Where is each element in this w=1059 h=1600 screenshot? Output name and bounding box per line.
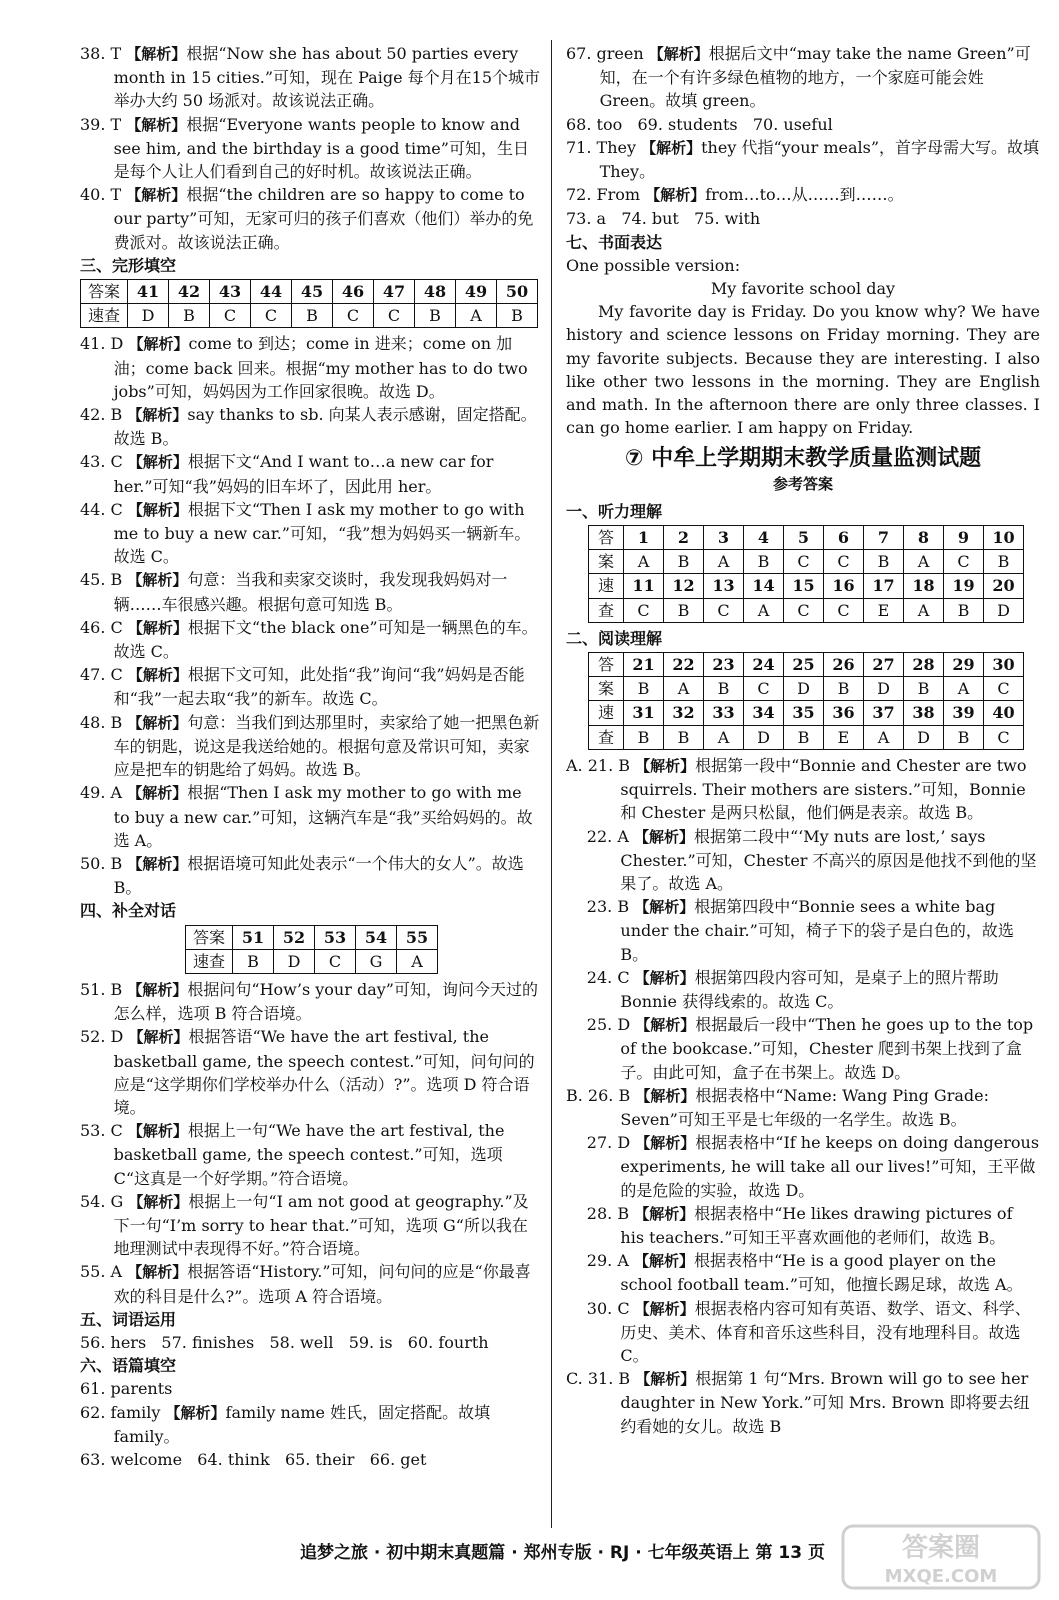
- table-cell: B: [624, 677, 664, 701]
- item-number: 23. B: [586, 897, 630, 917]
- table-cell: 41: [128, 280, 169, 304]
- table-cell: B: [944, 725, 984, 749]
- table-cell: 速: [589, 574, 624, 598]
- item-number: C. 31. B: [566, 1369, 631, 1389]
- table-cell: 47: [374, 280, 415, 304]
- item-number: 67. green: [566, 44, 644, 63]
- item-text: 根据答语“History.”可知，问句问的应是“你最喜欢的科目是什么?”。选项 A 符合语境。: [113, 1262, 531, 1306]
- item-number: 38. T: [80, 44, 122, 63]
- table-cell: 33: [704, 701, 744, 725]
- item-text: 根据第一段中“Bonnie and Chester are two squirrels. Their mothers are sisters.”可知，Bonnie 和 Chester 是两只松鼠，他们俩是表亲。故选 B。: [620, 755, 1027, 823]
- item-text: 根据上一句“We have the art festival, the basketball game, the speech contest.”可知，选项 C“这真是一个好学期。”符合语境。: [113, 1121, 505, 1188]
- table-cell: B: [824, 677, 864, 701]
- item-number: 41. D: [80, 334, 124, 354]
- table-cell: B: [664, 598, 704, 622]
- table-cell: D: [784, 677, 824, 701]
- answer-list-reading: [566, 754, 1040, 1438]
- cloze-answer-table: [80, 279, 538, 328]
- table-cell: 7: [864, 526, 904, 550]
- table-cell: A: [904, 598, 944, 622]
- essay-body: My favorite day is Friday. Do you know why? We have history and science lessons on Friday morning. They are my favorite subjects. Because they are interesting. I also like other two lessons in the morning. They are English and math. In the afternoon there are only three classes. I can go home earlier. I am happy on Friday.: [566, 302, 1040, 438]
- item-text: 根据下文可知，此处指“我”询问“我”妈妈是否能和“我”一起去取“我”的新车。故选 C。: [113, 665, 525, 709]
- test-subtitle: 参考答案: [772, 474, 833, 493]
- analysis-tag: 【解析】: [634, 1299, 695, 1318]
- section-heading-cloze: 三、完形填空: [80, 255, 177, 275]
- table-cell: B: [624, 725, 664, 749]
- analysis-tag: 【解析】: [127, 453, 188, 472]
- table-cell: C: [984, 725, 1024, 749]
- table-cell: B: [415, 304, 456, 328]
- item-text: 根据下文“the black one”可知是一辆黑色的车。故选 C。: [113, 617, 538, 662]
- analysis-tag: 【解析】: [127, 618, 188, 637]
- analysis-tag: 【解析】: [633, 827, 694, 846]
- item-text: 根据表格中“If he keeps on doing dangerous experiments, he will take all our lives!”可知，王平做的是危险的实验，故选 D。: [620, 1133, 1040, 1200]
- table-cell: B: [944, 598, 984, 622]
- table-cell: 48: [415, 280, 456, 304]
- item-text: 根据最后一段中“Then he goes up to the top of the bookcase.”可知，Chester 爬到书架上找到了盒子。由此可知，盒子在书架上。故选 D。: [620, 1015, 1034, 1082]
- table-cell: 38: [904, 701, 944, 725]
- section-heading-writing: 七、书面表达: [566, 232, 663, 252]
- table-cell: 54: [356, 925, 397, 949]
- analysis-tag: 【解析】: [127, 784, 188, 803]
- table-cell: C: [315, 949, 356, 973]
- analysis-tag: 【解析】: [127, 980, 188, 999]
- table-cell: 22: [664, 653, 704, 677]
- table-cell: A: [704, 725, 744, 749]
- item-number: 55. A: [80, 1262, 123, 1282]
- table-cell: C: [824, 598, 864, 622]
- table-cell: B: [984, 550, 1024, 574]
- answer-line-56-60: 56. hers 57. finishes 58. well 59. is 60. fourth: [80, 1332, 489, 1352]
- table-cell: 17: [864, 574, 904, 598]
- table-cell: C: [624, 598, 664, 622]
- analysis-tag: 【解析】: [128, 1192, 189, 1211]
- listening-answer-table: [588, 525, 1024, 623]
- table-cell: C: [784, 598, 824, 622]
- item-number: 24. C: [586, 967, 630, 987]
- analysis-tag: 【解析】: [648, 45, 709, 63]
- item-number: 50. B: [80, 853, 123, 873]
- answer-item: [80, 852, 540, 899]
- analysis-tag: 【解析】: [126, 45, 187, 63]
- table-cell: 51: [233, 925, 274, 949]
- item-text: 根据“Now she has about 50 parties every month in 15 cities.”可知，现在 Paige 每个月在15个城市举办大约 50 场派对。故该说法正确。: [113, 44, 540, 111]
- answer-item: [566, 1249, 1040, 1296]
- table-cell: 37: [864, 701, 904, 725]
- item-number: B. 26. B: [566, 1085, 631, 1105]
- answer-item: [566, 825, 1040, 896]
- analysis-tag: 【解析】: [635, 756, 696, 775]
- item-text: 根据第二段中“‘My nuts are lost,’ says Chester.”可知，Chester 不高兴的原因是他找不到他的坚果了。故选 A。: [620, 826, 1037, 893]
- answer-item: [80, 183, 540, 254]
- answer-item: [566, 895, 1040, 966]
- analysis-tag: 【解析】: [127, 1263, 188, 1282]
- item-text: 根据表格中“He likes drawing pictures of his teachers.”可知王平喜欢画他的老师们，故选 B。: [620, 1203, 1013, 1247]
- table-cell: D: [274, 949, 315, 973]
- answer-line-61: 61. parents: [80, 1379, 173, 1399]
- table-cell: 20: [984, 574, 1024, 598]
- item-text: say thanks to sb. 向某人表示感谢，固定搭配。故选 B。: [113, 405, 537, 449]
- analysis-tag: 【解析】: [633, 1252, 694, 1271]
- analysis-tag: 【解析】: [641, 138, 702, 157]
- table-cell: 速: [589, 701, 624, 725]
- table-cell: C: [374, 304, 415, 328]
- table-row: [589, 677, 1024, 701]
- analysis-tag: 【解析】: [635, 1370, 696, 1389]
- table-cell: 44: [251, 280, 292, 304]
- answer-list-cloze: [80, 332, 540, 899]
- table-cell: 26: [824, 653, 864, 677]
- analysis-tag: 【解析】: [127, 1122, 188, 1141]
- table-cell: C: [251, 304, 292, 328]
- table-cell: 答案: [186, 925, 233, 949]
- left-column: [80, 42, 540, 1471]
- column-divider: [551, 40, 552, 1528]
- table-cell: 43: [210, 280, 251, 304]
- table-cell: C: [944, 550, 984, 574]
- answer-item: [80, 1260, 540, 1307]
- item-text: 根据下文“Then I ask my mother to go with me to buy a new car.”可知，“我”想为妈妈买一辆新车。故选 C。: [113, 499, 531, 567]
- table-cell: 案: [589, 550, 624, 574]
- section-heading-listening: 一、听力理解: [566, 501, 663, 521]
- analysis-tag: 【解析】: [128, 1028, 189, 1047]
- answer-item: [80, 711, 540, 782]
- item-text: 根据问句“How’s your day”可知，询问今天过的怎么样，选项 B 符合语境。: [113, 979, 538, 1024]
- item-number: 44. C: [80, 499, 123, 519]
- table-cell: 36: [824, 701, 864, 725]
- table-cell: G: [356, 949, 397, 973]
- section-heading-word-use: 五、词语运用: [80, 1309, 177, 1329]
- item-number: 52. D: [80, 1027, 124, 1047]
- table-cell: 2: [664, 526, 704, 550]
- table-row: [589, 725, 1024, 749]
- item-number: 40. T: [80, 185, 122, 205]
- analysis-tag: 【解析】: [127, 500, 188, 519]
- table-cell: D: [864, 677, 904, 701]
- item-text: 根据“the children are so happy to come to our party”可知，无家可归的孩子们喜欢（他们）举办的免费派对。故该说法正确。: [113, 185, 534, 252]
- analysis-tag: 【解析】: [127, 854, 188, 873]
- table-cell: 24: [744, 653, 784, 677]
- analysis-tag: 【解析】: [127, 571, 188, 590]
- item-number: 39. T: [80, 114, 122, 134]
- answer-item: [80, 450, 540, 497]
- table-cell: 3: [704, 526, 744, 550]
- table-cell: 52: [274, 925, 315, 949]
- svg-text:答案圈: 答案圈: [901, 1533, 981, 1563]
- table-cell: 答: [589, 653, 624, 677]
- table-cell: 35: [784, 701, 824, 725]
- table-cell: 30: [984, 653, 1024, 677]
- table-cell: C: [784, 550, 824, 574]
- answer-item: [566, 1202, 1040, 1249]
- section-heading-dialog: 四、补全对话: [80, 901, 177, 921]
- table-cell: 19: [944, 574, 984, 598]
- answer-item: [566, 966, 1040, 1013]
- item-text: 根据表格内容可知有英语、数学、语文、科学、历史、美术、体育和音乐这些科目，没有地理科目。故选 C。: [620, 1298, 1031, 1365]
- item-number: 42. B: [80, 405, 123, 425]
- table-cell: 50: [497, 280, 538, 304]
- item-number: 25. D: [586, 1015, 631, 1035]
- analysis-tag: 【解析】: [126, 186, 187, 205]
- table-cell: 9: [944, 526, 984, 550]
- table-cell: 55: [397, 925, 438, 949]
- item-number: A. 21. B: [566, 755, 631, 775]
- table-cell: 18: [904, 574, 944, 598]
- item-text: 根据下文“And I want to…a new car for her.”可知“我”妈妈的旧车坏了，因此用 her。: [113, 452, 494, 496]
- table-cell: 23: [704, 653, 744, 677]
- table-cell: 案: [589, 677, 624, 701]
- answer-line-73-75: 73. a 74. but 75. with: [566, 209, 761, 229]
- table-cell: 6: [824, 526, 864, 550]
- answer-list-true-false: [80, 42, 540, 254]
- table-cell: B: [664, 550, 704, 574]
- item-number: 72. From: [566, 185, 641, 205]
- item-text: from…to…从……到……。: [705, 185, 904, 205]
- table-cell: 答案: [81, 280, 128, 304]
- table-cell: A: [704, 550, 744, 574]
- table-cell: B: [784, 725, 824, 749]
- item-number: 48. B: [80, 712, 123, 732]
- table-cell: 21: [624, 653, 664, 677]
- analysis-tag: 【解析】: [635, 1016, 696, 1035]
- table-row: [589, 574, 1024, 598]
- dialog-answer-table: [185, 925, 438, 974]
- answer-item: [566, 1013, 1040, 1084]
- analysis-tag: 【解析】: [127, 666, 188, 685]
- analysis-tag: 【解析】: [634, 968, 695, 987]
- item-number: 54. G: [80, 1191, 124, 1211]
- answer-line-63-66: 63. welcome 64. think 65. their 66. get: [80, 1449, 427, 1469]
- table-cell: C: [744, 677, 784, 701]
- right-column: [566, 42, 1040, 1438]
- item-number: 45. B: [80, 570, 123, 590]
- answer-item: [80, 498, 540, 569]
- item-text: 根据语境可知此处表示“一个伟大的女人”。故选 B。: [113, 853, 524, 898]
- table-cell: 查: [589, 725, 624, 749]
- analysis-tag: 【解析】: [127, 406, 188, 425]
- item-number: 28. B: [586, 1203, 630, 1223]
- item-text: 句意：当我们到达那里时，卖家给了她一把黑色新车的钥匙，说这是我送给她的。根据句意及常识可知，卖家应是把车的钥匙给了妈妈。故选 B。: [113, 712, 540, 780]
- table-cell: 31: [624, 701, 664, 725]
- item-text: 根据“Everyone wants people to know and see him, and the birthday is a good time”可知，生日是每个人让人们看到自己的好时机。故该说法正确。: [113, 114, 529, 182]
- answer-item-67: [566, 42, 1040, 113]
- table-cell: C: [984, 677, 1024, 701]
- table-cell: 29: [944, 653, 984, 677]
- table-cell: 46: [333, 280, 374, 304]
- item-text: 根据答语“We have the art festival, the basketball game, the speech contest.”可知，问句问的应是“这学期你们学校举办什么（活动）?”。选项 D 符合语境。: [113, 1027, 535, 1117]
- answer-item: [80, 568, 540, 615]
- table-cell: 答: [589, 526, 624, 550]
- table-cell: C: [704, 598, 744, 622]
- table-cell: D: [744, 725, 784, 749]
- item-number: 30. C: [586, 1298, 630, 1318]
- analysis-tag: 【解析】: [635, 1086, 696, 1105]
- item-number: 46. C: [80, 617, 123, 637]
- item-number: 47. C: [80, 665, 123, 685]
- table-cell: 速查: [81, 304, 128, 328]
- table-cell: 11: [624, 574, 664, 598]
- answer-item: [80, 113, 540, 184]
- item-number: 43. C: [80, 452, 123, 472]
- item-number: 53. C: [80, 1121, 123, 1141]
- answer-item: [80, 781, 540, 852]
- analysis-tag: 【解析】: [126, 115, 187, 134]
- analysis-tag: 【解析】: [634, 898, 695, 917]
- table-cell: 25: [784, 653, 824, 677]
- item-text: they 代指“your meals”，首字母需大写。故填 They。: [599, 137, 1040, 182]
- reading-answer-table: [588, 652, 1024, 750]
- table-row: [186, 949, 438, 973]
- item-text: 根据第四段中“Bonnie sees a white bag under the chair.”可知，椅子下的袋子是白色的，故选 B。: [620, 897, 1014, 964]
- table-cell: 10: [984, 526, 1024, 550]
- item-text: 根据第 1 句“Mrs. Brown will go to see her daughter in New York.”可知 Mrs. Brown 即将要去纽约看她的女儿。故选 B: [620, 1369, 1030, 1436]
- analysis-tag: 【解析】: [128, 335, 189, 354]
- analysis-tag: 【解析】: [634, 1204, 695, 1223]
- item-number: 22. A: [586, 826, 629, 846]
- item-text: come to 到达；come in 进来；come on 加油；come back 回来。根据“my mother has to do two jobs”可知，妈妈因为工作回家很晚。故选 D。: [113, 334, 528, 401]
- table-cell: 32: [664, 701, 704, 725]
- table-cell: B: [904, 677, 944, 701]
- essay-title: My favorite school day: [710, 279, 896, 299]
- analysis-tag: 【解析】: [645, 186, 706, 205]
- table-cell: 14: [744, 574, 784, 598]
- table-cell: 查: [589, 598, 624, 622]
- table-cell: 13: [704, 574, 744, 598]
- answer-item: [80, 42, 540, 113]
- table-cell: 42: [169, 280, 210, 304]
- table-cell: B: [233, 949, 274, 973]
- item-number: 27. D: [586, 1133, 631, 1153]
- table-cell: 53: [315, 925, 356, 949]
- item-text: 根据第四段内容可知，是桌子上的照片帮助 Bonnie 获得线索的。故选 C。: [620, 967, 999, 1011]
- answer-item: [80, 616, 540, 663]
- answer-item-62: [80, 1401, 540, 1448]
- table-cell: B: [664, 725, 704, 749]
- analysis-tag: 【解析】: [635, 1134, 696, 1153]
- table-row: [81, 280, 538, 304]
- table-row: [186, 925, 438, 949]
- section-heading-passage-fill: 六、语篇填空: [80, 1356, 177, 1376]
- table-cell: C: [824, 550, 864, 574]
- answer-list-dialog: [80, 978, 540, 1308]
- item-text: 根据后文中“may take the name Green”可知，在一个有许多绿色植物的地方，一个家庭可能会姓 Green。故填 green。: [599, 44, 1031, 111]
- answer-item: [80, 403, 540, 450]
- item-number: 49. A: [80, 783, 123, 803]
- answer-item: [80, 1190, 540, 1261]
- item-text: 根据上一句“I am not good at geography.”及下一句“I’m sorry to hear that.”可知，选项 G“所以我在地理测试中表现得不好。”符合语境。: [113, 1191, 529, 1259]
- answer-item: [566, 754, 1040, 825]
- table-cell: A: [397, 949, 438, 973]
- table-cell: C: [210, 304, 251, 328]
- table-row: [81, 304, 538, 328]
- table-cell: E: [864, 598, 904, 622]
- answer-item: [80, 1025, 540, 1119]
- table-cell: D: [128, 304, 169, 328]
- table-cell: 27: [864, 653, 904, 677]
- table-cell: D: [904, 725, 944, 749]
- analysis-tag: 【解析】: [127, 713, 188, 732]
- watermark-logo: [841, 1522, 1041, 1592]
- table-cell: 28: [904, 653, 944, 677]
- answer-item: [566, 1131, 1040, 1202]
- svg-text:MXQE.COM: MXQE.COM: [884, 1566, 998, 1587]
- table-cell: A: [944, 677, 984, 701]
- item-text: family name 姓氏，固定搭配。故填 family。: [113, 1402, 491, 1446]
- table-cell: D: [984, 598, 1024, 622]
- table-cell: B: [497, 304, 538, 328]
- table-cell: A: [904, 550, 944, 574]
- table-cell: A: [456, 304, 497, 328]
- table-cell: 8: [904, 526, 944, 550]
- answer-item: [566, 1084, 1040, 1131]
- answer-item: [566, 1367, 1040, 1438]
- answer-item: [80, 1119, 540, 1190]
- answer-item: [80, 332, 540, 403]
- table-cell: 39: [944, 701, 984, 725]
- item-text: 句意：当我和卖家交谈时，我发现我妈妈对一辆……车很感兴趣。根据句意可知选 B。: [113, 570, 508, 614]
- table-cell: 1: [624, 526, 664, 550]
- item-text: 根据表格中“He is a good player on the school football team.”可知，他擅长踢足球，故选 A。: [620, 1251, 1023, 1295]
- table-cell: E: [824, 725, 864, 749]
- item-number: 71. They: [566, 137, 637, 157]
- answer-item-72: [566, 183, 1040, 207]
- table-cell: C: [333, 304, 374, 328]
- table-row: [589, 653, 1024, 677]
- answer-item: [80, 663, 540, 710]
- table-cell: 5: [784, 526, 824, 550]
- item-number: 29. A: [586, 1251, 629, 1271]
- table-row: [589, 550, 1024, 574]
- item-number: 51. B: [80, 979, 123, 999]
- table-cell: B: [292, 304, 333, 328]
- item-number: 62. family: [80, 1402, 161, 1422]
- essay-intro: One possible version:: [566, 255, 741, 275]
- table-cell: B: [744, 550, 784, 574]
- item-text: 根据表格中“Name: Wang Ping Grade: Seven”可知王平是七年级的一名学生。故选 B。: [620, 1085, 989, 1129]
- table-cell: 49: [456, 280, 497, 304]
- table-cell: 16: [824, 574, 864, 598]
- table-cell: 34: [744, 701, 784, 725]
- answer-line-68-70: 68. too 69. students 70. useful: [566, 114, 833, 134]
- table-cell: A: [624, 550, 664, 574]
- table-cell: B: [169, 304, 210, 328]
- table-cell: 12: [664, 574, 704, 598]
- table-cell: 4: [744, 526, 784, 550]
- table-cell: 40: [984, 701, 1024, 725]
- table-row: [589, 701, 1024, 725]
- table-cell: 15: [784, 574, 824, 598]
- page-footer: 追梦之旅 · 初中期末真题篇 · 郑州专版 · RJ · 七年级英语上 第 13 页: [300, 1543, 826, 1563]
- item-text: 根据“Then I ask my mother to go with me to buy a new car.”可知，这辆汽车是“我”买给妈妈的。故选 A。: [113, 783, 533, 850]
- test-title: ⑦ 中牟上学期期末教学质量监测试题: [624, 446, 982, 472]
- answer-item-71: [566, 136, 1040, 183]
- answer-item: [566, 1297, 1040, 1368]
- answer-item: [80, 978, 540, 1025]
- table-cell: 速查: [186, 949, 233, 973]
- table-cell: A: [864, 725, 904, 749]
- table-cell: 45: [292, 280, 333, 304]
- table-row: [589, 598, 1024, 622]
- table-cell: A: [664, 677, 704, 701]
- analysis-tag: 【解析】: [165, 1403, 226, 1422]
- table-cell: A: [744, 598, 784, 622]
- section-heading-reading: 二、阅读理解: [566, 628, 663, 648]
- table-cell: B: [864, 550, 904, 574]
- table-cell: B: [704, 677, 744, 701]
- table-row: [589, 526, 1024, 550]
